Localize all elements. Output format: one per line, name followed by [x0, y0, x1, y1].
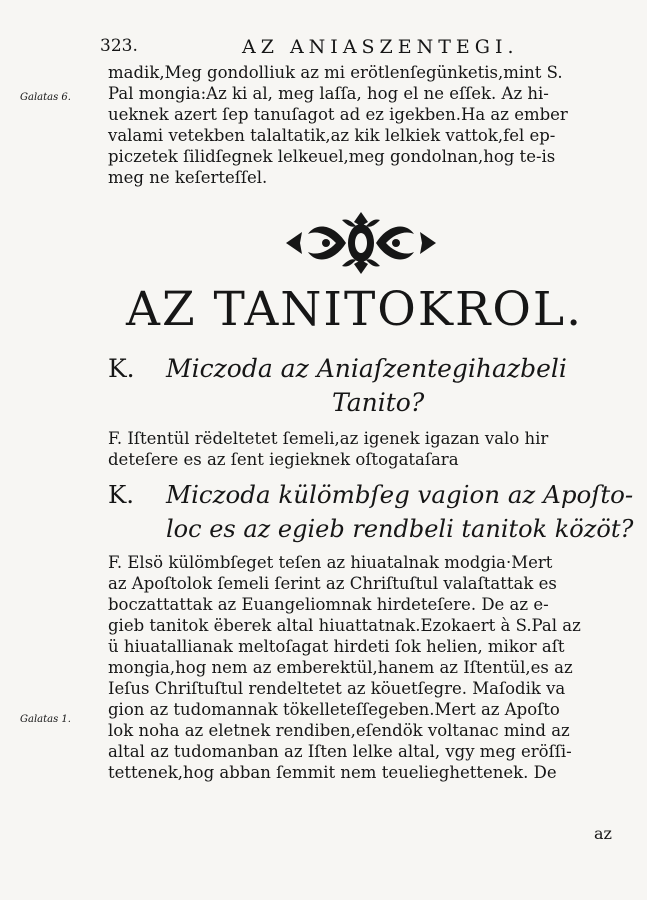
text-line: F. Elsö külömbſeget teſen az hiuatalnak modgia·Mert [108, 553, 553, 572]
margin-note-galatas-6: Galatas 6. [20, 92, 71, 103]
text-line: gieb tanitok ëberek altal hiuattatnak.Ezokaert à S.Pal az [108, 616, 581, 635]
answer-1 [108, 428, 622, 470]
question-2 [108, 478, 634, 546]
page-number: 323. [100, 36, 138, 56]
margin-note-galatas-1: Galatas 1. [20, 714, 71, 725]
text-line: az Apoſtolok ſemeli ſerint az Chriſtuſtul valaſtattak es [108, 574, 557, 593]
text-line: tettenek,hog abban ſemmit nem teuelieghettenek. De [108, 763, 557, 782]
question-text: Miczoda az Aniaſzentegihazbeli [166, 354, 567, 383]
text-line: lok noha az eletnek rendiben,eſendök voltanac mind az [108, 721, 570, 740]
section-title: AZ TANITOKROL. [126, 282, 584, 337]
page-header [100, 36, 620, 60]
question-1 [108, 352, 628, 420]
question-marker: K. [108, 354, 135, 383]
text-line: mongia,hog nem az emberektül,hanem az Iſtentül,es az [108, 658, 573, 677]
text-line: deteſere es az ſent iegieknek oſtogataſara [108, 450, 459, 469]
question-text: Miczoda külömbſeg vagion az Apoſto- [166, 480, 634, 509]
text-line: Pal mongia:Az ki al, meg laſſa, hog el ne eſſek. Az hi- [108, 84, 549, 103]
text-line: ü hiuatallianak meltoſagat hirdeti ſok helien, mikor aſt [108, 637, 565, 656]
answer-2 [108, 552, 622, 783]
question-text: loc es az egieb rendbeli tanitok közöt? [166, 515, 634, 543]
catchword: az [594, 824, 612, 843]
paragraph-intro [108, 62, 622, 188]
question-text: Tanito? [332, 388, 425, 417]
text-line: boczattattak az Euangeliomnak hirdeteſere. De az e- [108, 595, 549, 614]
question-marker: K. [108, 480, 135, 509]
text-line: meg ne keſerteſſel. [108, 168, 268, 187]
running-head: AZ ANIASZENTEGI. [242, 36, 519, 58]
text-line: madik,Meg gondolliuk az mi erötlenſegünketis,mint S. [108, 63, 563, 82]
text-line: valami vetekben talaltatik,az kik lelkiek vattok,fel ep- [108, 126, 556, 145]
fleuron-ornament-icon [286, 212, 436, 274]
text-line: Ieſus Chriſtuſtul rendeltetet az köuetſegre. Maſodik va [108, 679, 566, 698]
text-line: piczetek ſilidſegnek lelkeuel,meg gondolnan,hog te-is [108, 147, 556, 166]
text-line: ueknek azert ſep tanuſagot ad ez igekben.Ha az ember [108, 105, 568, 124]
text-line: altal az tudomanban az Iſten lelke altal, vgy meg eröſſi- [108, 742, 572, 761]
text-line: F. Iſtentül rëdeltetet ſemeli,az igenek igazan valo hir [108, 429, 549, 448]
text-line: gion az tudomannak tökelleteſſegeben.Mert az Apoſto [108, 700, 560, 719]
